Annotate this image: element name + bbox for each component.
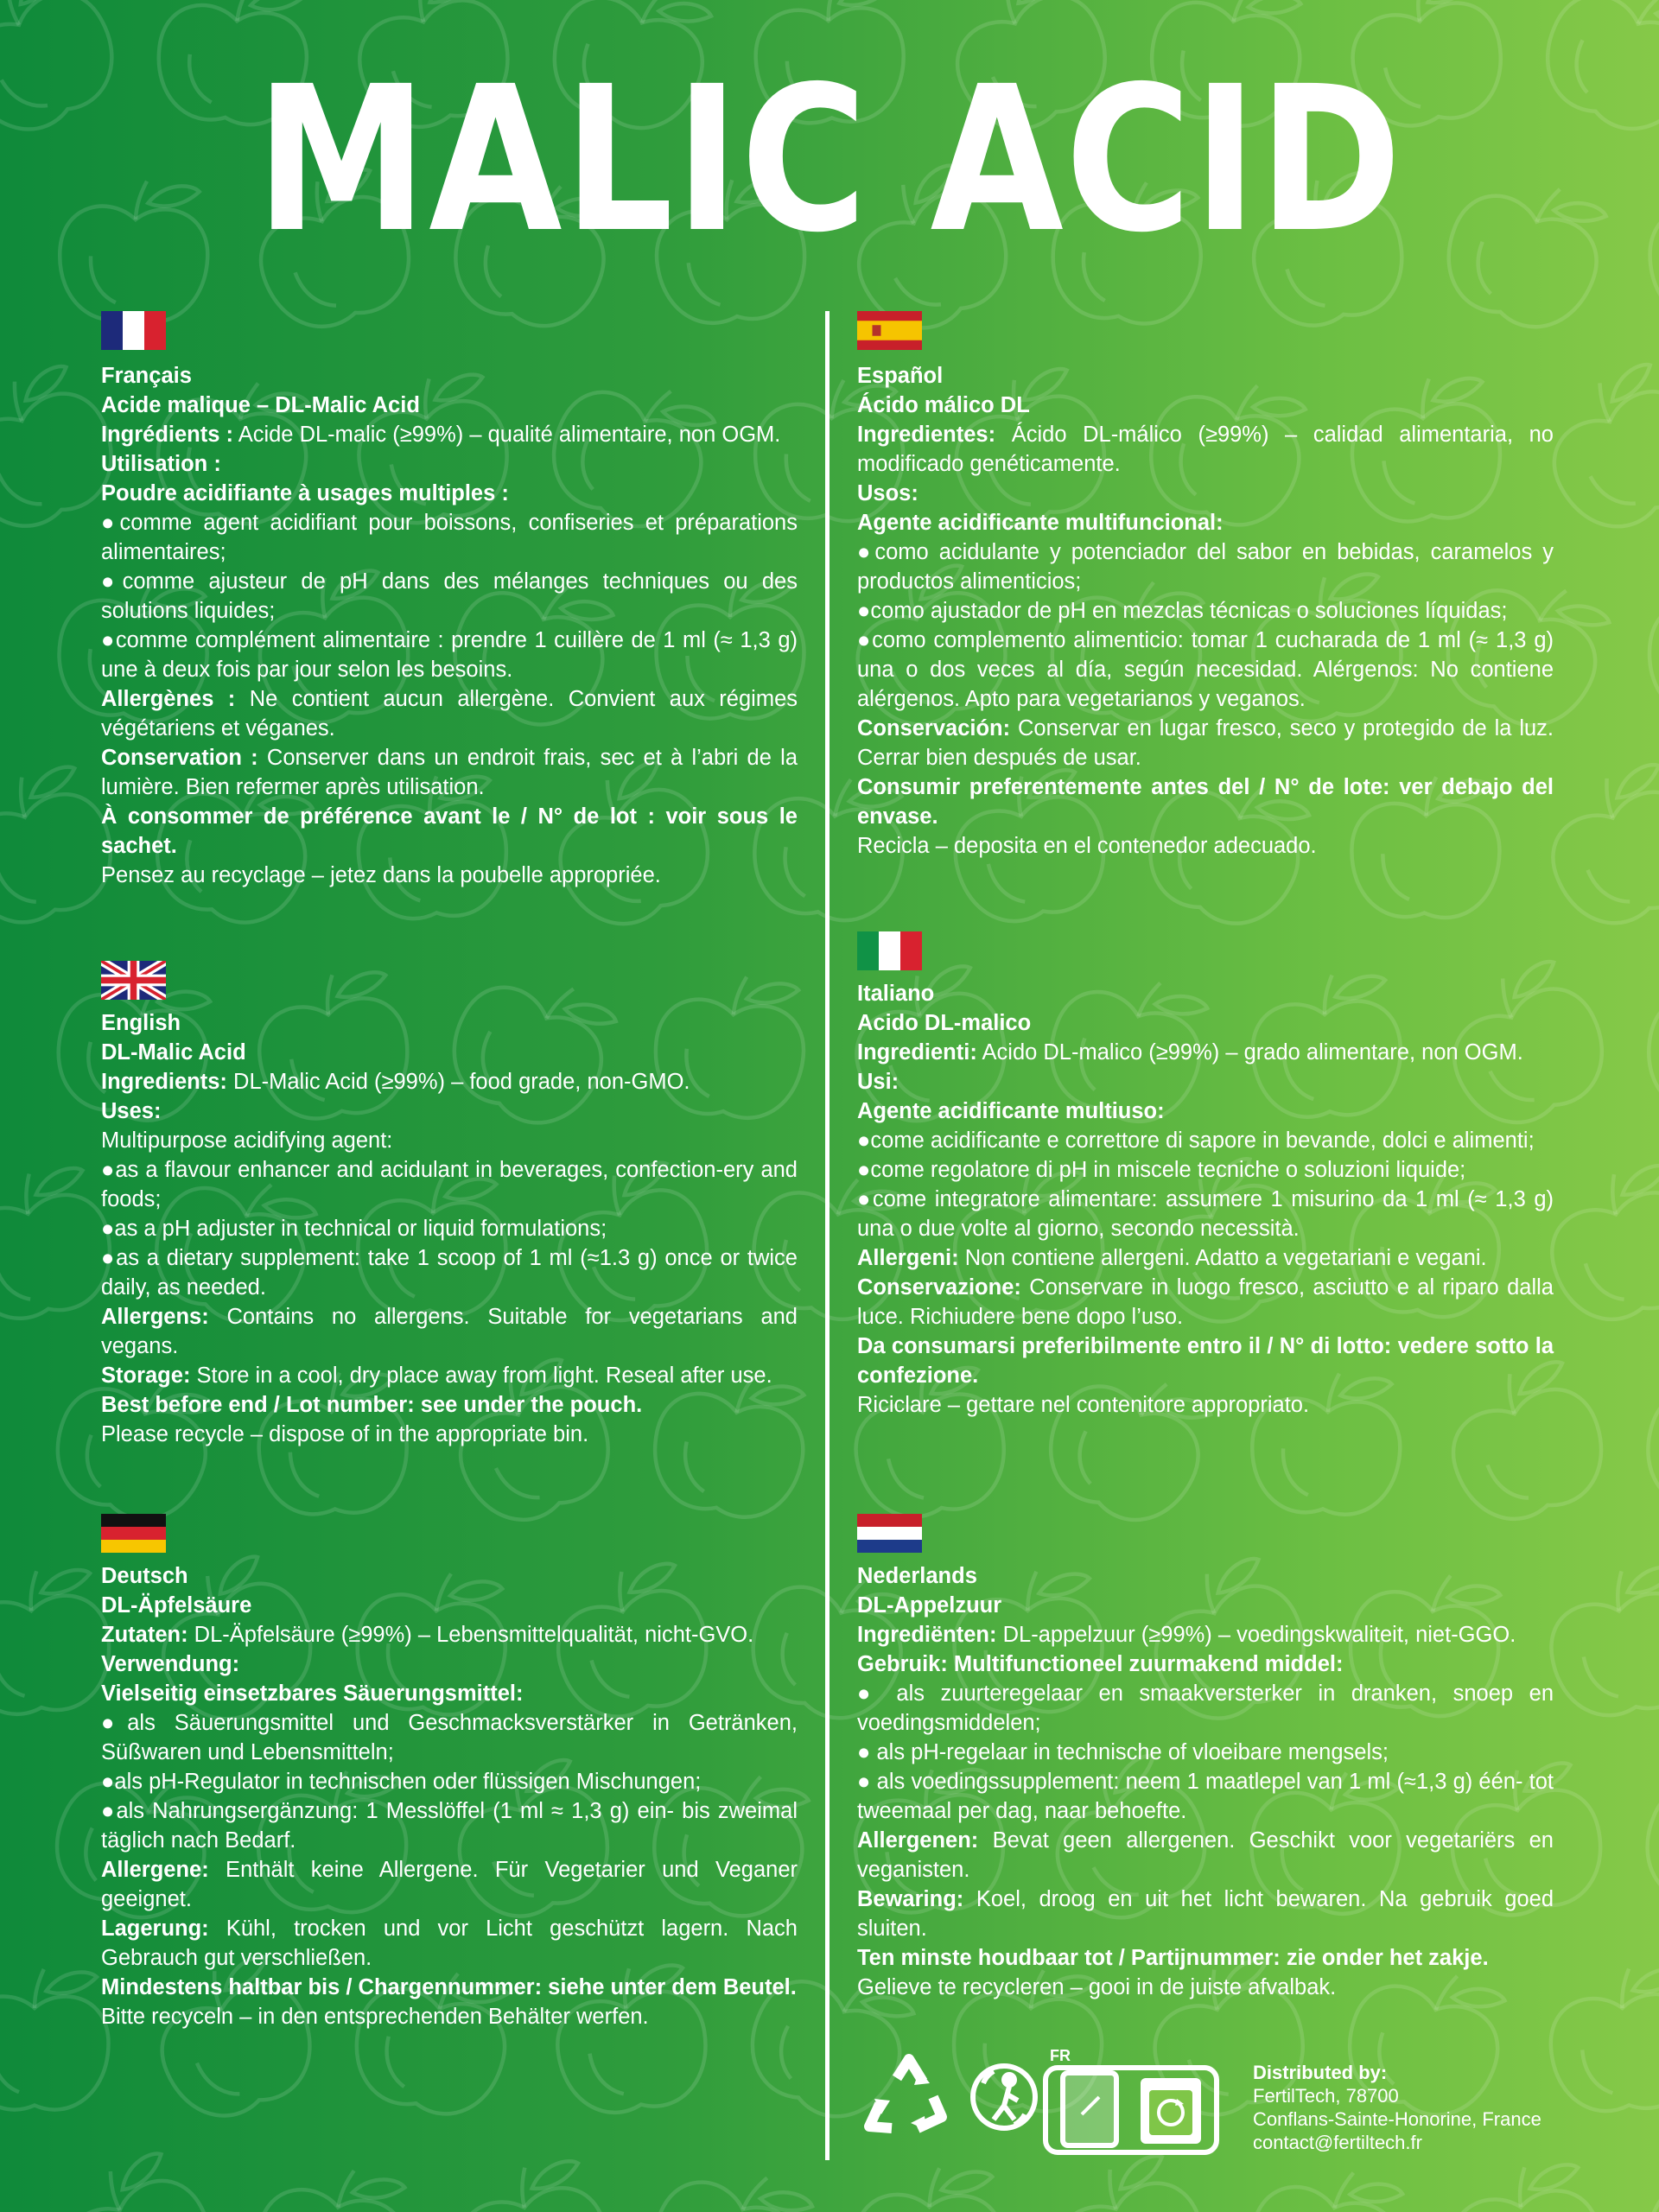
section-german	[101, 1514, 798, 2031]
usage-heading: Vielseitig einsetzbares Säuerungsmittel:	[101, 1681, 524, 1706]
apple-pattern-tile	[1649, 180, 1659, 323]
ingredients-text: Acido DL-malico (≥99%) – grado alimentare, non OGM.	[976, 1040, 1523, 1065]
product-name: Ácido málico DL	[857, 393, 1030, 417]
allergens-text: Ne contient aucun allergène. Convient aux régimes végétariens et véganes.	[101, 687, 798, 741]
product-name: DL-Malic Acid	[101, 1040, 246, 1065]
storage-text: Koel, droog en uit het licht bewaren. Na gebruik goed sluiten.	[857, 1887, 1554, 1941]
allergens-text: Contains no allergens. Suitable for vegetarians and vegans.	[101, 1305, 798, 1358]
allergens-text: Non contiene allergeni. Adatto a vegetariani e vegani.	[958, 1246, 1487, 1270]
storage-text: Kühl, trocken und vor Licht geschützt lagern. Nach Gebrauch gut verschließen.	[101, 1916, 798, 1970]
usage-label: Gebruik: Multifunctioneel zuurmakend middel:	[857, 1652, 1344, 1676]
apple-pattern-tile	[0, 0, 134, 149]
column-divider	[825, 311, 830, 2160]
usage-label: Usos:	[857, 481, 918, 505]
usage-heading: Poudre acidifiante à usages multiples :	[101, 481, 509, 505]
distributor-info	[1253, 2061, 1624, 2154]
product-name: Acide malique – DL-Malic Acid	[101, 393, 420, 417]
usage-heading: Agente acidificante multifuncional:	[857, 511, 1224, 535]
usage-heading: Multipurpose acidifying agent:	[101, 1128, 393, 1153]
allergens-label: Allergeni:	[857, 1246, 959, 1270]
recycle-note: Please recycle – dispose of in the appropriate bin.	[101, 1422, 589, 1446]
distributor-email: contact@fertiltech.fr	[1253, 2132, 1422, 2153]
ingredients-label: Ingredientes:	[857, 423, 996, 447]
france-flag-icon	[101, 311, 166, 350]
ingredients-text: DL-appelzuur (≥99%) – voedingskwaliteit, niet-GGO.	[996, 1623, 1516, 1647]
distributor-label: Distributed by:	[1253, 2062, 1388, 2083]
usage-label: Usi:	[857, 1070, 899, 1094]
product-name: Acido DL-malico	[857, 1011, 1032, 1035]
apple-pattern-tile	[1632, 1355, 1659, 1532]
product-name: DL-Appelzuur	[857, 1593, 1002, 1618]
language-name: Deutsch	[101, 1564, 188, 1588]
usage-bullet: ●como complemento alimenticio: tomar 1 cucharada de 1 ml (≈ 1,3 g) una o dos veces al día, según necesidad. Alérgenos: No contiene alérgenos. Apto para vegetarianos y veganos.	[857, 628, 1554, 711]
storage-label: Conservazione:	[857, 1275, 1021, 1300]
section-english	[101, 961, 798, 1449]
usage-heading: Agente acidificante multiuso:	[857, 1099, 1165, 1123]
apple-pattern-tile	[0, 1565, 116, 1720]
recycle-note: Pensez au recyclage – jetez dans la poubelle appropriée.	[101, 863, 661, 887]
italy-flag-icon	[857, 931, 922, 970]
storage-label: Conservación:	[857, 716, 1011, 741]
language-name: Español	[857, 364, 944, 388]
best-before: Ten minste houdbaar tot / Partijnummer: zie onder het zakje.	[857, 1946, 1489, 1970]
apple-pattern-tile	[1638, 963, 1659, 1128]
netherlands-flag-icon	[857, 1514, 922, 1553]
language-name: Nederlands	[857, 1564, 977, 1588]
allergens-label: Allergens:	[101, 1305, 209, 1329]
usage-bullet: ● als pH-regelaar in technische of vloeibare mengsels;	[857, 1740, 1389, 1764]
usage-bullet: ●come acidificante e correttore di sapore in bevande, dolci e alimenti;	[857, 1128, 1535, 1153]
ingredients-label: Ingrédients :	[101, 423, 234, 447]
distributor-name: FertilTech, 78700	[1253, 2085, 1399, 2107]
apple-pattern-tile	[1442, 2158, 1608, 2212]
ingredients-text: DL-Äpfelsäure (≥99%) – Lebensmittelqualität, nicht-GVO.	[188, 1623, 754, 1647]
storage-label: Bewaring:	[857, 1887, 964, 1911]
usage-bullet: ●comme agent acidifiant pour boissons, confiseries et préparations alimentaires;	[101, 511, 798, 564]
recycling-logos	[855, 2044, 1227, 2156]
triman-icon	[973, 2066, 1035, 2128]
page-title: MALIC ACID	[255, 43, 1404, 276]
allergens-label: Allergene:	[101, 1858, 209, 1882]
recycling-symbol-icon	[869, 2059, 942, 2130]
storage-label: Lagerung:	[101, 1916, 209, 1941]
ingredients-label: Ingrediënten:	[857, 1623, 997, 1647]
uk-flag-icon	[101, 961, 166, 1000]
usage-label: Verwendung:	[101, 1652, 240, 1676]
recycle-note: Bitte recyceln – in den entsprechenden Behälter werfen.	[101, 2005, 649, 2029]
language-name: Français	[101, 364, 192, 388]
apple-pattern-tile	[36, 2142, 232, 2212]
apple-pattern-tile	[0, 1969, 108, 2110]
section-dutch	[857, 1514, 1554, 2002]
ingredients-label: Ingredienti:	[857, 1040, 977, 1065]
storage-label: Conservation :	[101, 746, 258, 770]
apple-pattern-tile	[1628, 1747, 1659, 1934]
best-before: À consommer de préférence avant le / N° de lot : voir sous le sachet.	[101, 804, 798, 858]
usage-bullet: ●comme complément alimentaire : prendre 1 cuillère de 1 ml (≈ 1,3 g) une à deux fois par jour selon les besoins.	[101, 628, 798, 682]
recycle-note: Recicla – deposita en el contenedor adecuado.	[857, 834, 1317, 858]
best-before: Da consumarsi preferibilmente entro il / N° di lotto: vedere sotto la confezione.	[857, 1334, 1554, 1388]
allergens-text: Bevat geen allergenen. Geschikt voor vegetariërs en veganisten.	[857, 1828, 1554, 1882]
product-name: DL-Äpfelsäure	[101, 1593, 252, 1618]
usage-bullet: ●as a pH adjuster in technical or liquid formulations;	[101, 1217, 607, 1241]
best-before: Best before end / Lot number: see under the pouch.	[101, 1393, 643, 1417]
allergens-label: Allergènes :	[101, 687, 236, 711]
language-name: Italiano	[857, 982, 935, 1006]
storage-text: Conserver dans un endroit frais, sec et à l’abri de la lumière. Bien refermer après utilisation.	[101, 746, 798, 799]
apple-pattern-tile	[248, 2156, 418, 2212]
storage-text: Store in a cool, dry place away from light. Reseal after use.	[190, 1363, 772, 1388]
storage-text: Conservar en lugar fresco, seco y protegido de la luz. Cerrar bien después de usar.	[857, 716, 1554, 770]
recycle-note: Gelieve te recycleren – gooi in de juiste afvalbak.	[857, 1975, 1337, 1999]
apple-pattern-tile	[1644, 572, 1659, 725]
apple-pattern-tile	[443, 2153, 619, 2212]
usage-bullet: ●as a flavour enhancer and acidulant in beverages, confection-ery and foods;	[101, 1158, 798, 1211]
usage-bullet: ● als voedingssupplement: neem 1 maatlepel van 1 ml (≈1,3 g) één- tot tweemaal per dag, naar behoefte.	[857, 1770, 1554, 1823]
ingredients-label: Zutaten:	[101, 1623, 188, 1647]
usage-bullet: ●als Nahrungsergänzung: 1 Messlöffel (1 ml ≈ 1,3 g) ein- bis zweimal täglich nach Bedarf.	[101, 1799, 798, 1853]
ingredients-text: Ácido DL-málico (≥99%) – calidad alimentaria, no modificado genéticamente.	[857, 423, 1554, 476]
usage-bullet: ●comme ajusteur de pH dans des mélanges techniques ou des solutions liquides;	[101, 569, 798, 623]
apple-pattern-tile	[1236, 2152, 1415, 2212]
recycle-note: Riciclare – gettare nel contenitore appropriato.	[857, 1393, 1310, 1417]
section-spanish	[857, 311, 1554, 861]
germany-flag-icon	[101, 1514, 166, 1553]
allergens-text: Enthält keine Allergene. Für Vegetarier und Veganer geeignet.	[101, 1858, 798, 1911]
best-before: Mindestens haltbar bis / Chargennummer: siehe unter dem Beutel.	[101, 1975, 797, 1999]
usage-bullet: ●als Säuerungsmittel und Geschmacksverstärker in Getränken, Süßwaren und Lebensmitteln;	[101, 1711, 798, 1764]
usage-bullet: ●als pH-Regulator in technischen oder flüssigen Mischungen;	[101, 1770, 702, 1794]
apple-pattern-tile	[1625, 2141, 1659, 2212]
ingredients-label: Ingredients:	[101, 1070, 227, 1094]
allergens-label: Allergenen:	[857, 1828, 979, 1853]
recycling-bin-icon	[1141, 2078, 1201, 2144]
storage-text: Conservare in luogo fresco, asciutto e al riparo dalla luce. Richiudere bene dopo l’uso.	[857, 1275, 1554, 1329]
ingredients-text: DL-Malic Acid (≥99%) – food grade, non-GMO.	[226, 1070, 690, 1094]
best-before: Consumir preferentemente antes del / N° de lote: ver debajo del envase.	[857, 775, 1554, 829]
usage-label: Utilisation :	[101, 452, 221, 476]
usage-label: Uses:	[101, 1099, 162, 1123]
apple-pattern-tile	[854, 2167, 1004, 2212]
usage-bullet: ●come integratore alimentare: assumere 1 misurino da 1 ml (≈ 1,3 g) una o due volte al giorno, secondo necessità.	[857, 1187, 1554, 1241]
apple-pattern-tile	[1540, 1560, 1659, 1724]
usage-bullet: ●como acidulante y potenciador del sabor en bebidas, caramelos y productos alimenticios;	[857, 540, 1554, 594]
triman-country-code: FR	[1050, 2047, 1071, 2064]
language-name: English	[101, 1011, 181, 1035]
spain-flag-icon	[857, 311, 922, 350]
ingredients-text: Acide DL-malic (≥99%) – qualité alimentaire, non OGM.	[233, 423, 781, 447]
apple-pattern-tile	[1527, 0, 1659, 148]
distributor-city: Conflans-Sainte-Honorine, France	[1253, 2108, 1541, 2130]
apple-pattern-tile	[634, 2144, 826, 2212]
usage-bullet: ●come regolatore di pH in miscele tecniche o soluzioni liquide;	[857, 1158, 1466, 1182]
usage-bullet: ●as a dietary supplement: take 1 scoop of 1 ml (≈1.3 g) once or twice daily, as needed.	[101, 1246, 798, 1300]
usage-bullet: ● als zuurteregelaar en smaakversterker in dranken, snoep en voedingsmiddelen;	[857, 1681, 1554, 1735]
section-french	[101, 311, 798, 890]
section-italian	[857, 931, 1554, 1420]
usage-bullet: ●como ajustador de pH en mezclas técnicas o soluciones líquidas;	[857, 599, 1508, 623]
storage-label: Storage:	[101, 1363, 191, 1388]
